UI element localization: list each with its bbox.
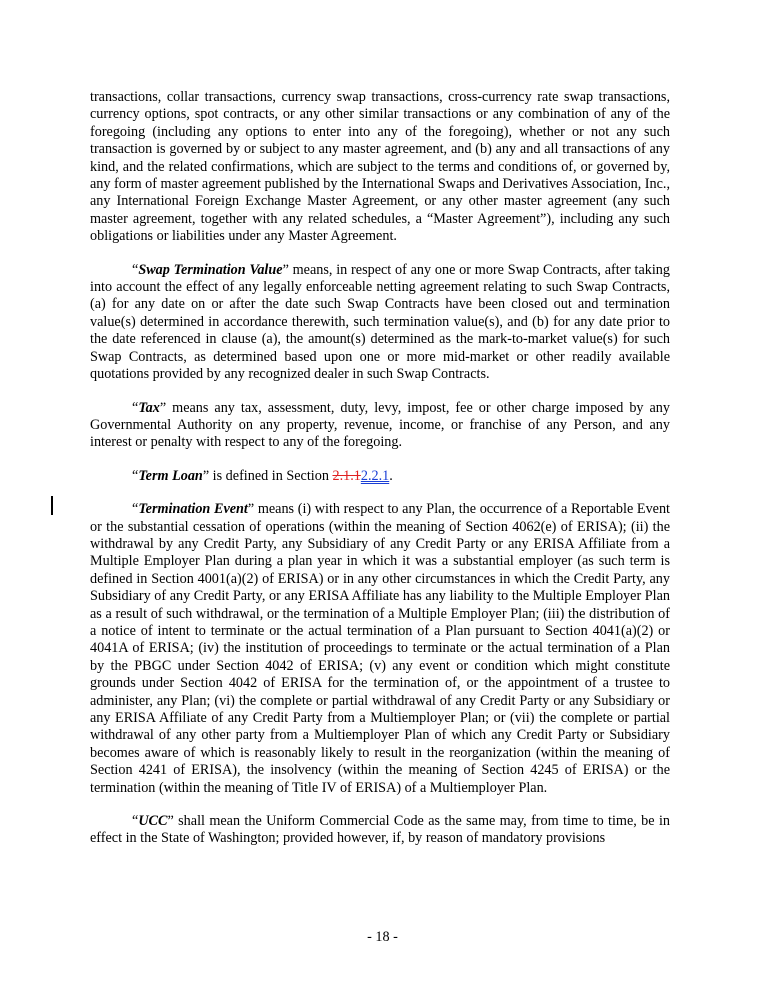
- definition-body: ” means, in respect of any one or more Swap Contracts, after taking into account the effect of any legally enforceable netting agreement relating to such Swap Contracts, (a) for any date on or after the date such Swap Contracts have been closed out and termination value(s) determined in accordance therewith, such termination value(s), and (b) for any date prior to the date referenced in clause (a), the amount(s) determined as the mark-to-market value(s) for such Swap Contracts, as determined based upon one or more mid-market or other readily available quotations provided by any recognized dealer in such Swap Contracts.: [90, 261, 670, 383]
- defined-term: Termination Event: [138, 501, 248, 518]
- open-quote: “: [132, 467, 139, 484]
- definition-swap-termination-value: [90, 262, 670, 384]
- defined-term: Tax: [138, 399, 160, 416]
- revision-change-bar: [51, 496, 53, 515]
- definition-body: ” means (i) with respect to any Plan, the occurrence of a Reportable Event or the substantial cessation of operations (within the meaning of Section 4062(e) of ERISA); (ii) the withdrawal by any Credit Party, any Subsidiary of any Credit Party or any ERISA Affiliate from a Multiple Employer Plan during a plan year in which it was a substantial employer (as such term is defined in Section 4001(a)(2) of ERISA) or in any other circumstances in which the Credit Party, any Subsidiary of any Credit Party, or any ERISA Affiliate has any liability to the Multiple Employer Plan as a result of such withdrawal, or the termination of a Multiple Employer Plan; (iii) the distribution of a notice of intent to terminate or the actual termination of a Plan pursuant to Section 4041(a)(2) or 4041A of ERISA; (iv) the institution of proceedings to terminate or the actual termination of a Plan by the PBGC under Section 4042 of ERISA; (v) any event or condition which might constitute grounds under Section 4042 of ERISA for the termination of, or the appointment of a trustee to administer, any Plan; (vi) the complete or partial withdrawal of any Credit Party or any Subsidiary or any ERISA Affiliate of any Credit Party from a Multiemployer Plan; or (vii) the complete or partial withdrawal of any other party from a Multiemployer Plan of which any Credit Party or Subsidiary becomes aware of which is reasonably likely to result in the reorganization (within the meaning of Section 4241 of ERISA), the insolvency (within the meaning of Section 4245 of ERISA) or the termination (within the meaning of Title IV of ERISA) of a Multiemployer Plan.: [90, 501, 670, 796]
- definition-body: ” means any tax, assessment, duty, levy, impost, fee or other charge imposed by any Governmental Authority on any property, revenue, income, or franchise of any Person, and any interest or penalty with respect to any of the foregoing.: [90, 399, 670, 451]
- defined-term: Swap Termination Value: [138, 261, 283, 278]
- definition-term-loan: [90, 468, 670, 485]
- defined-term: Term Loan: [138, 467, 203, 484]
- paragraph-swap-contract-continuation: transactions, collar transactions, currency swap transactions, cross-currency rate swap transactions, currency options, spot contracts, or any other similar transactions or any combination of any of the foregoing (including any options to enter into any of the foregoing), whether or not any such transaction is governed by or subject to any master agreement, and (b) any and all transactions of any kind, and the related confirmations, which are subject to the terms and conditions of, or governed by, any form of master agreement published by the International Swaps and Derivatives Association, Inc., any International Foreign Exchange Master Agreement, or any other master agreement (any such master agreement, together with any related schedules, a “Master Agreement”), including any such obligations or liabilities under any Master Agreement.: [90, 89, 670, 245]
- definition-body: ” is defined in Section: [202, 467, 333, 484]
- sentence-end: .: [389, 467, 393, 484]
- defined-term: UCC: [138, 813, 168, 830]
- page-number: - 18 -: [367, 929, 398, 945]
- deleted-section-reference: 2.1.1: [332, 467, 361, 484]
- open-quote: “: [132, 399, 139, 416]
- definition-termination-event: [90, 501, 670, 797]
- open-quote: “: [132, 261, 139, 278]
- open-quote: “: [132, 501, 139, 518]
- open-quote: “: [132, 813, 139, 830]
- definition-ucc: [90, 813, 670, 848]
- definition-body: ” shall mean the Uniform Commercial Code as the same may, from time to time, be in effect in the State of Washington; provided however, if, by reason of mandatory provisions: [90, 813, 670, 847]
- document-page: [90, 89, 670, 864]
- inserted-section-reference: 2.2.1: [360, 467, 390, 484]
- definition-tax: [90, 400, 670, 452]
